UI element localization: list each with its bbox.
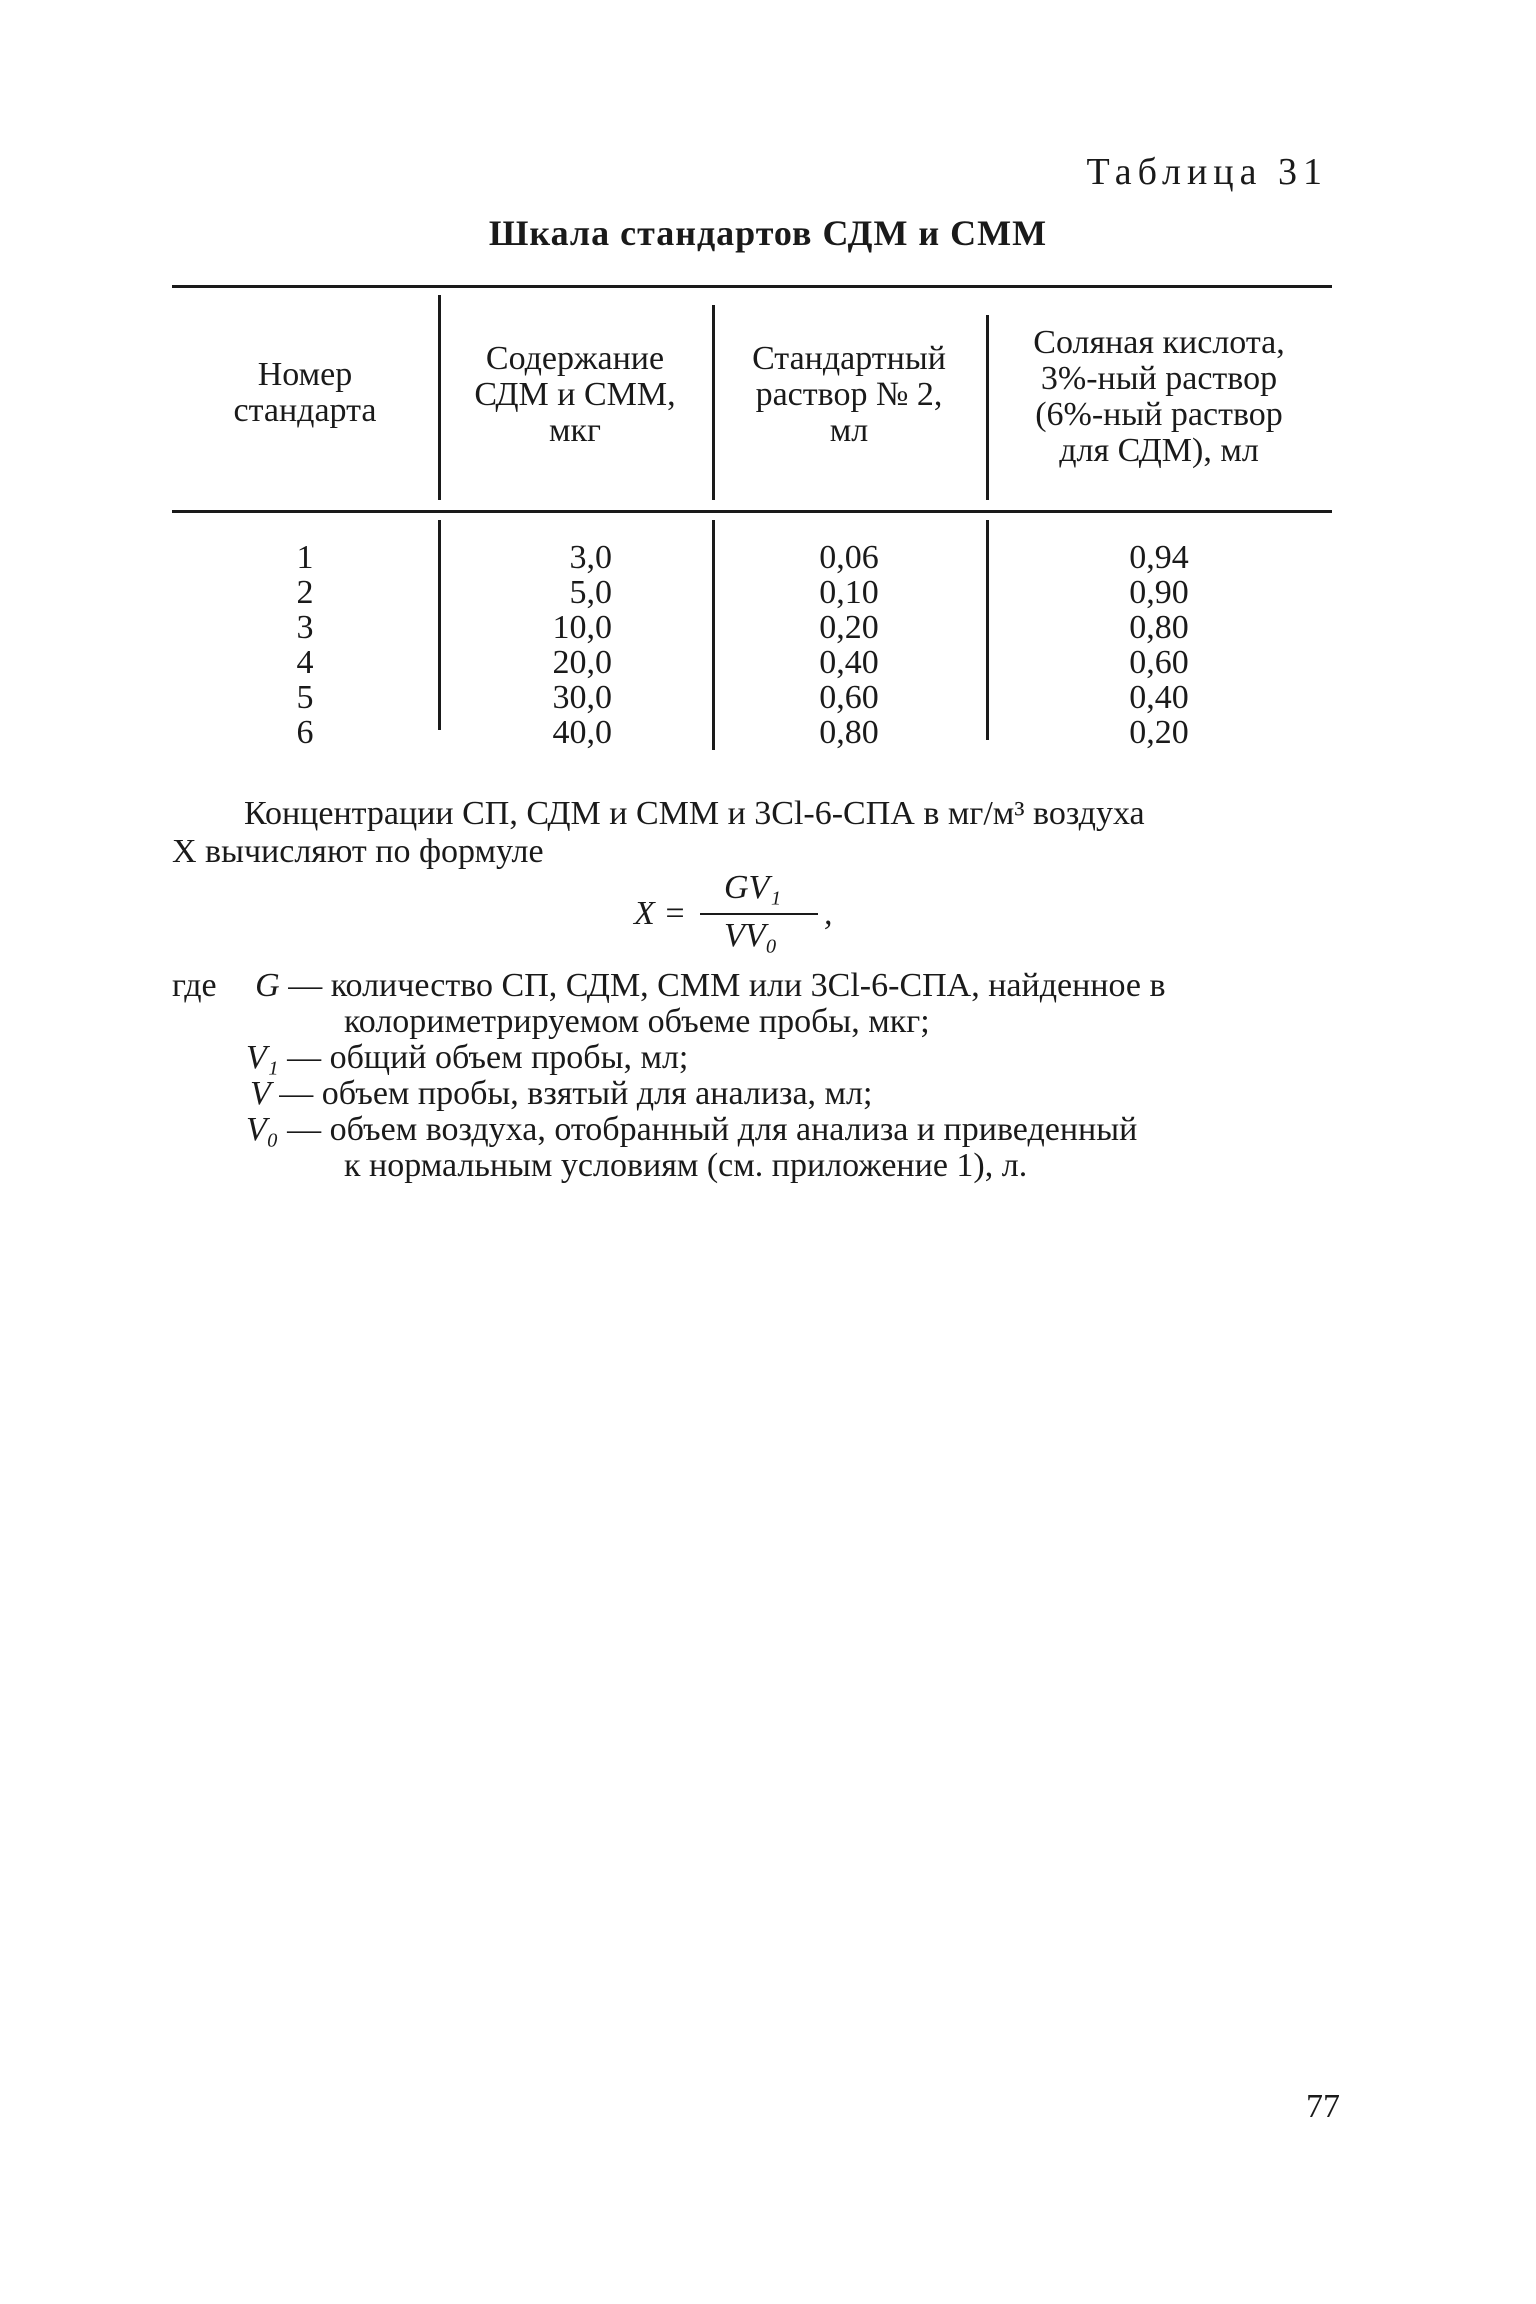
table-cell: 0,90	[1129, 574, 1189, 611]
table-cell: 5	[296, 679, 314, 716]
standards-table	[172, 285, 1332, 770]
table-cell: 20,0	[552, 644, 612, 681]
definition-item	[172, 1112, 1336, 1148]
definition-continuation: колориметрируемом объеме пробы, мкг;	[344, 1003, 930, 1040]
definition-text: — количество СП, СДМ, СММ или 3Cl-6-СПА, найденное в	[288, 967, 1166, 1004]
concentration-paragraph	[172, 795, 1336, 871]
definition-symbol: G	[255, 967, 280, 1004]
table-cell: 4	[296, 644, 314, 681]
header-content: Содержание СДМ и СММ, мкг	[474, 340, 676, 449]
page-number: 77	[1306, 2088, 1340, 2125]
table-cell: 0,60	[1129, 644, 1189, 681]
table-cell: 6	[296, 714, 314, 751]
table-header-rule	[172, 510, 1332, 513]
variable-definitions	[172, 968, 1336, 1184]
table-cell: 5,0	[569, 574, 612, 611]
formula-numerator: GV₁	[724, 869, 782, 906]
concentration-formula	[620, 865, 900, 975]
header-standard-solution: Стандартный раствор № 2, мл	[752, 340, 946, 449]
column-standard-solution	[712, 540, 986, 750]
table-cell: 3,0	[569, 539, 612, 576]
table-title: Шкала стандартов СДМ и СММ	[488, 213, 1048, 253]
table-cell: 0,06	[819, 539, 879, 576]
table-cell: 0,80	[819, 714, 879, 751]
formula-denominator: VV₀	[724, 917, 778, 954]
column-hydrochloric-acid	[986, 540, 1332, 750]
column-content	[438, 540, 712, 750]
definition-symbol: V₁	[246, 1039, 279, 1076]
paragraph-line: X вычисляют по формуле	[172, 833, 544, 870]
definition-symbol: V₀	[246, 1111, 279, 1148]
definition-symbol: V	[250, 1075, 271, 1112]
definition-text: — общий объем пробы, мл;	[287, 1039, 689, 1076]
table-top-rule	[172, 285, 1332, 288]
table-cell: 3	[296, 609, 314, 646]
table-cell: 0,20	[1129, 714, 1189, 751]
table-cell: 30,0	[552, 679, 612, 716]
table-cell: 0,94	[1129, 539, 1189, 576]
formula-trail: ,	[824, 895, 833, 932]
definition-text: — объем воздуха, отобранный для анализа и приведенный	[287, 1111, 1138, 1148]
table-cell: 40,0	[552, 714, 612, 751]
table-cell: 0,20	[819, 609, 879, 646]
table-cell: 0,40	[819, 644, 879, 681]
definition-text: — объем пробы, взятый для анализа, мл;	[279, 1075, 873, 1112]
table-cell: 1	[296, 539, 314, 576]
table-cell: 2	[296, 574, 314, 611]
formula-lhs: X =	[634, 895, 687, 932]
table-cell: 0,80	[1129, 609, 1189, 646]
column-standard-number	[172, 540, 438, 750]
header-hydrochloric-acid: Соляная кислота, 3%-ный раствор (6%-ный раствор для СДМ), мл	[1033, 324, 1285, 469]
table-cell: 0,10	[819, 574, 879, 611]
definition-item	[172, 1076, 1336, 1112]
definition-continuation: к нормальным условиям (см. приложение 1), л.	[344, 1147, 1028, 1184]
paragraph-line: Концентрации СП, СДМ и СММ и 3Cl-6-СПА в мг/м³ воздуха	[244, 795, 1145, 832]
table-cell: 0,40	[1129, 679, 1189, 716]
fraction-bar	[700, 913, 818, 915]
table-number-label: Таблица 31	[1086, 151, 1328, 193]
definition-item	[172, 968, 1336, 1004]
header-standard-number: Номер стандарта	[233, 356, 377, 429]
table-cell: 10,0	[552, 609, 612, 646]
table-cell: 0,60	[819, 679, 879, 716]
definitions-intro: где	[172, 967, 217, 1004]
definition-item	[172, 1040, 1336, 1076]
